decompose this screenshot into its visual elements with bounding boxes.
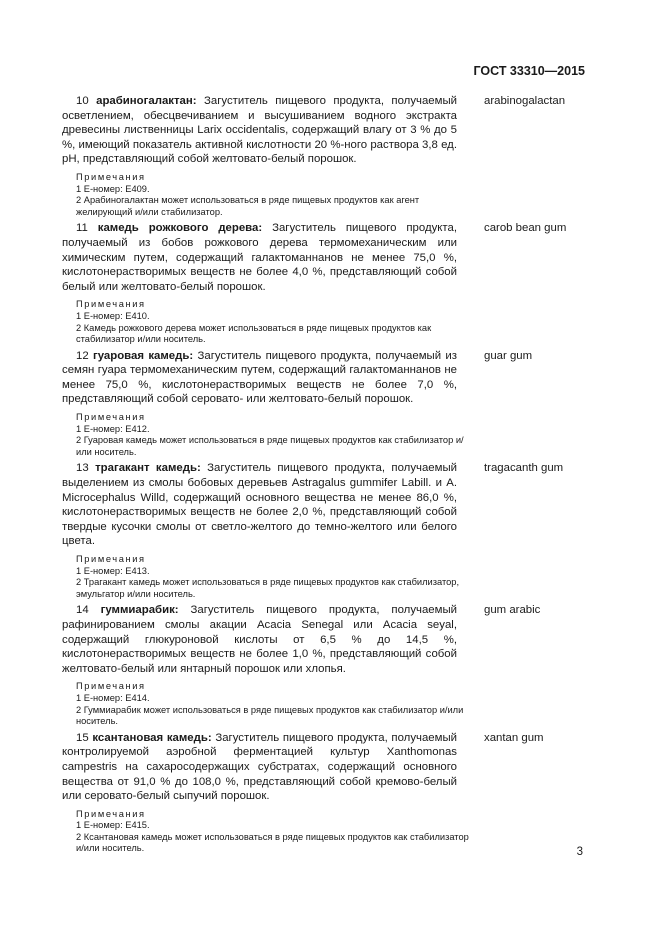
term-entry-10 [62, 94, 592, 218]
term-number: 15 [76, 731, 89, 744]
note-item: 1 Е-номер: Е410. [76, 310, 150, 321]
term-definition [62, 94, 457, 167]
notes-label: Примечания [76, 554, 146, 564]
definition-text: Загуститель пищевого продукта, получаемый выделением из смолы бобовых деревьев Astragalus gummifer Labill. и A. Microcephalus Willd, содержащий основного вещества не менее 86,0 %, кислотонерастворимых веществ не более 2,0 %, представляющий собой твердые кусочки смолы от светло-желтого до темно-желтого или белого цвета. [62, 462, 457, 548]
notes-label: Примечания [76, 808, 146, 819]
terms-list [62, 94, 592, 858]
term-english: carob bean gum [484, 222, 567, 235]
term-number: 12 [76, 349, 89, 362]
note-item: 2 Ксантановая камедь может использоваться в ряде пищевых продуктов как стабилизатор и/или носитель. [76, 831, 469, 854]
note-item: 2 Арабиногалактан может использоваться в ряде пищевых продуктов как агент желирующий и/или стабилизатор. [76, 195, 420, 217]
term-english: arabinogalactan [484, 95, 566, 107]
note-item: 2 Гуммиарабик может использоваться в ряде пищевых продуктов как стабилизатор и/или носитель. [76, 704, 464, 727]
term-number: 13 [76, 462, 89, 475]
definition-text: Загуститель пищевого продукта, получаемый рафинированием смолы акации Acacia Senegal или Acacia seyal, содержащий глюкуроновой кислоты от 6,5 % до 14,5 %, кислотонерастворимых веществ не более 1,0 %, представляющий собой желтовато-белый или янтарный порошок или хлопья. [62, 604, 458, 675]
notes-label: Примечания [76, 171, 146, 182]
term-name: гуммиарабик: [100, 604, 179, 617]
term-name: арабиногалактан: [96, 95, 197, 107]
note-item: 2 Гуаровая камедь может использоваться в ряде пищевых продуктов как стабилизатор и/или носитель. [76, 435, 464, 457]
notes-label: Примечания [76, 681, 146, 692]
term-definition [62, 603, 457, 676]
term-definition [62, 731, 457, 804]
term-number: 14 [76, 604, 89, 617]
term-definition [62, 349, 457, 407]
note-item: 1 Е-номер: Е415. [76, 820, 150, 831]
term-name: трагакант камедь: [95, 462, 201, 475]
note-item: 1 Е-номер: Е409. [76, 183, 150, 194]
definition-text: Загуститель пищевого продукта, получаемый контролируемой аэробной ферментацией культур Xanthomonas campestris на сахаросодержащих субстратах, содержащий основного вещества от 91,0 % до 108,0 %, представляющий собой кремово-белый или серовато-белый сыпучий порошок. [62, 731, 458, 803]
note-item: 2 Камедь рожкового дерева может использоваться в ряде пищевых продуктов как стабилизатор и/или носитель. [76, 322, 432, 345]
term-number: 10 [76, 95, 89, 107]
note-item: 1 Е-номер: Е413. [76, 565, 150, 576]
term-entry-12 [62, 349, 592, 459]
term-entry-14 [62, 603, 592, 727]
definition-text: Загуститель пищевого продукта, получаемый осветлением, обесцвечиванием и высушиванием водного экстракта древесины лиственницы Larix occidentalis, содержащий влагу от 3 % до 5 %, имеющий показатель активной кислотности 20 %-ного раствора 3,8 ед. рН, представляющий собой желтовато-белый порошок. [62, 95, 458, 166]
notes-block [62, 554, 471, 600]
term-entry-13 [62, 461, 592, 600]
term-english: tragacanth gum [484, 462, 564, 475]
term-number: 11 [76, 222, 88, 235]
term-entry-15 [62, 731, 592, 855]
term-entry-11 [62, 221, 592, 345]
document-code: ГОСТ 33310—2015 [473, 64, 585, 78]
term-definition [62, 461, 457, 549]
definition-text: Загуститель пищевого продукта, получаемый из бобов рожкового дерева термомеханическим или химическим путем, содержащий галактоманнанов не менее 75,0 %, кислотонерастворимых веществ не более 4,0 %, представляющий собой белый или желтовато-белый порошок. [62, 222, 457, 293]
term-english: guar gum [484, 349, 533, 362]
note-item: 1 Е-номер: Е412. [76, 423, 150, 434]
term-english: gum arabic [484, 604, 541, 617]
term-name: ксантановая камедь: [92, 731, 212, 744]
notes-label: Примечания [76, 299, 146, 310]
term-name: камедь рожкового дерева: [97, 222, 263, 235]
notes-block [62, 681, 471, 727]
term-name: гуаровая камедь: [93, 349, 194, 362]
definition-text: Загуститель пищевого продукта, получаемый из семян гуара термомеханическим путем, содержащий галактоманнанов не менее 75,0 %, кислотонерастворимых веществ не более 7,0 %, представляющий собой серовато- или желтовато-белый порошок. [62, 349, 457, 406]
page-number: 3 [576, 846, 583, 858]
notes-label: Примечания [76, 412, 146, 423]
notes-block [62, 809, 471, 855]
term-definition [62, 221, 457, 294]
term-english: xantan gum [484, 731, 544, 744]
notes-block [62, 299, 471, 345]
notes-block [62, 172, 471, 218]
note-item: 1 Е-номер: Е414. [76, 692, 150, 703]
notes-block [62, 412, 471, 458]
note-item: 2 Трагакант камедь может использоваться в ряде пищевых продуктов как стабилизатор, эмульгатор и/или носитель. [76, 577, 460, 599]
